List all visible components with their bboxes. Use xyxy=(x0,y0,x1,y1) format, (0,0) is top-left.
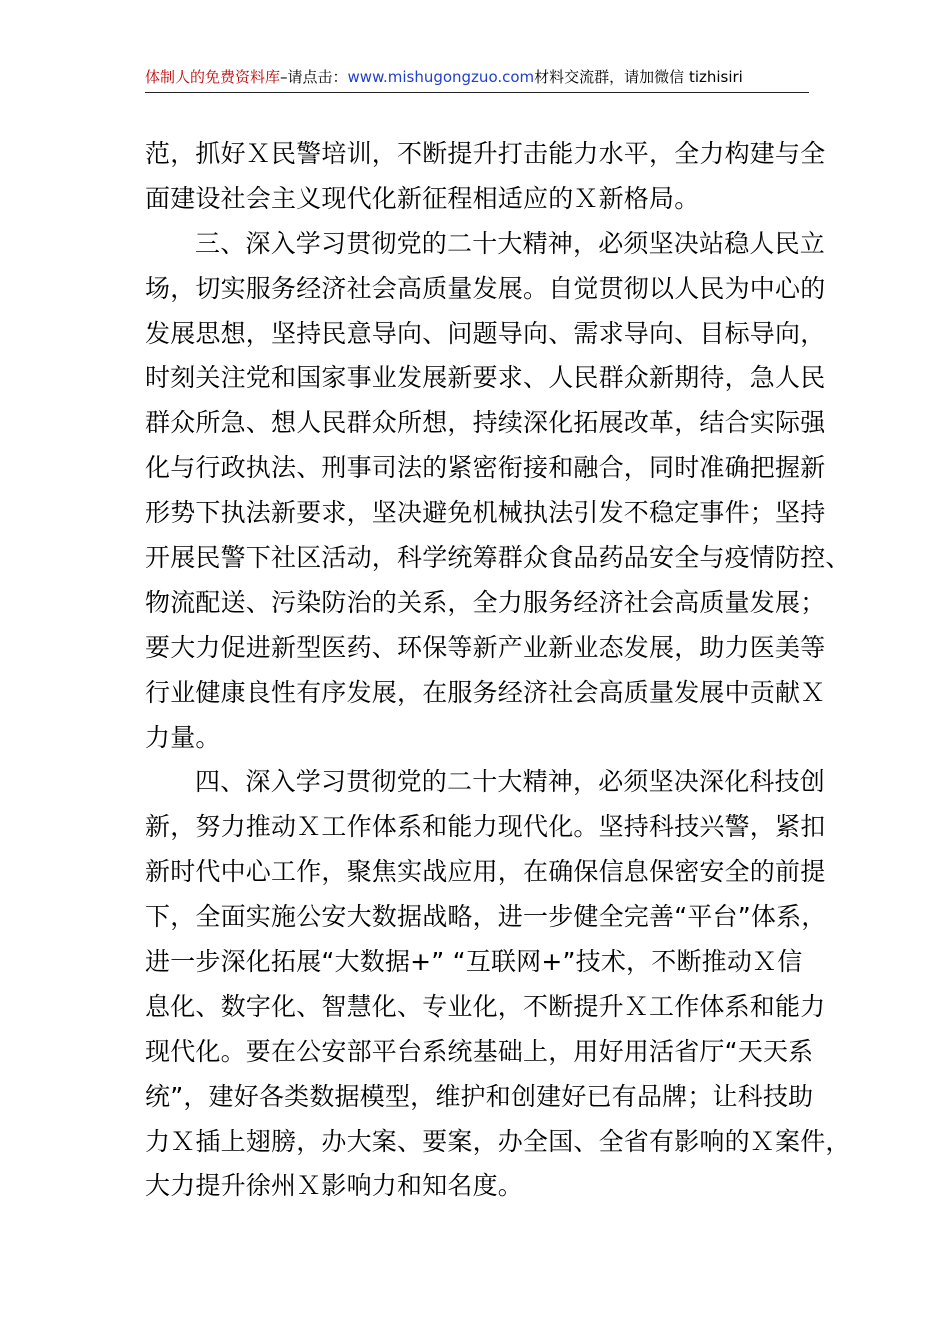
text-line: 新时代中心工作，聚焦实战应用，在确保信息保密安全的前提 xyxy=(145,857,826,887)
text-line: 物流配送、污染防治的关系，全力服务经济社会高质量发展； xyxy=(145,587,826,617)
text-line: 形势下执法新要求，坚决避免机械执法引发不稳定事件；坚持 xyxy=(145,498,826,528)
text-line: 进一步深化拓展“大数据+” “互联网+”技术，不断推动Ｘ信 xyxy=(145,947,803,977)
text-line: 要大力促进新型医药、环保等新产业新业态发展，助力医美等 xyxy=(145,632,826,662)
text-line: 力量。 xyxy=(145,722,221,752)
header-website-link[interactable]: www.mishugongzuo.com xyxy=(347,68,535,86)
text-line: 现代化。要在公安部平台系统基础上，用好用活省厅“天天系 xyxy=(145,1036,814,1066)
paragraph-section-four xyxy=(145,760,851,1209)
paragraph-section-three xyxy=(145,222,851,761)
text-line: 行业健康良性有序发展，在服务经济社会高质量发展中贡献Ｘ xyxy=(145,677,826,707)
text-line: 四、深入学习贯彻党的二十大精神，必须坚决深化科技创 xyxy=(195,767,826,797)
header-prompt: –请点击： xyxy=(280,68,348,86)
text-line: 开展民警下社区活动，科学统筹群众食品药品安全与疫情防控、 xyxy=(145,543,851,573)
paragraph-continuation xyxy=(145,132,826,222)
text-line: 新，努力推动Ｘ工作体系和能力现代化。坚持科技兴警，紧扣 xyxy=(145,812,826,842)
text-line: 发展思想，坚持民意导向、问题导向、需求导向、目标导向， xyxy=(145,318,826,348)
text-line: 面建设社会主义现代化新征程相适应的Ｘ新格局。 xyxy=(145,183,700,213)
text-line: 时刻关注党和国家事业发展新要求、人民群众新期待，急人民 xyxy=(145,363,826,393)
text-line: 下，全面实施公安大数据战略，进一步健全完善“平台”体系， xyxy=(145,902,827,932)
text-line: 群众所急、想人民群众所想，持续深化拓展改革，结合实际强 xyxy=(145,408,826,438)
text-line: 三、深入学习贯彻党的二十大精神，必须坚决站稳人民立 xyxy=(195,228,826,258)
text-line: 息化、数字化、智慧化、专业化，不断提升Ｘ工作体系和能力 xyxy=(145,991,826,1021)
text-line: 统”，建好各类数据模型，维护和创建好已有品牌；让科技助 xyxy=(145,1081,814,1111)
header-contact: 材料交流群，请加微信 tizhisiri xyxy=(534,68,743,86)
text-line: 场，切实服务经济社会高质量发展。自觉贯彻以人民为中心的 xyxy=(145,273,826,303)
document-body xyxy=(145,132,851,1209)
text-line: 力Ｘ插上翅膀，办大案、要案，办全国、全省有影响的Ｘ案件， xyxy=(145,1126,851,1156)
page-header xyxy=(145,62,809,93)
header-brand: 体制人的免费资料库 xyxy=(145,68,281,86)
text-line: 大力提升徐州Ｘ影响力和知名度。 xyxy=(145,1171,524,1201)
text-line: 化与行政执法、刑事司法的紧密衔接和融合，同时准确把握新 xyxy=(145,453,826,483)
text-line: 范，抓好Ｘ民警培训，不断提升打击能力水平，全力构建与全 xyxy=(145,139,826,168)
